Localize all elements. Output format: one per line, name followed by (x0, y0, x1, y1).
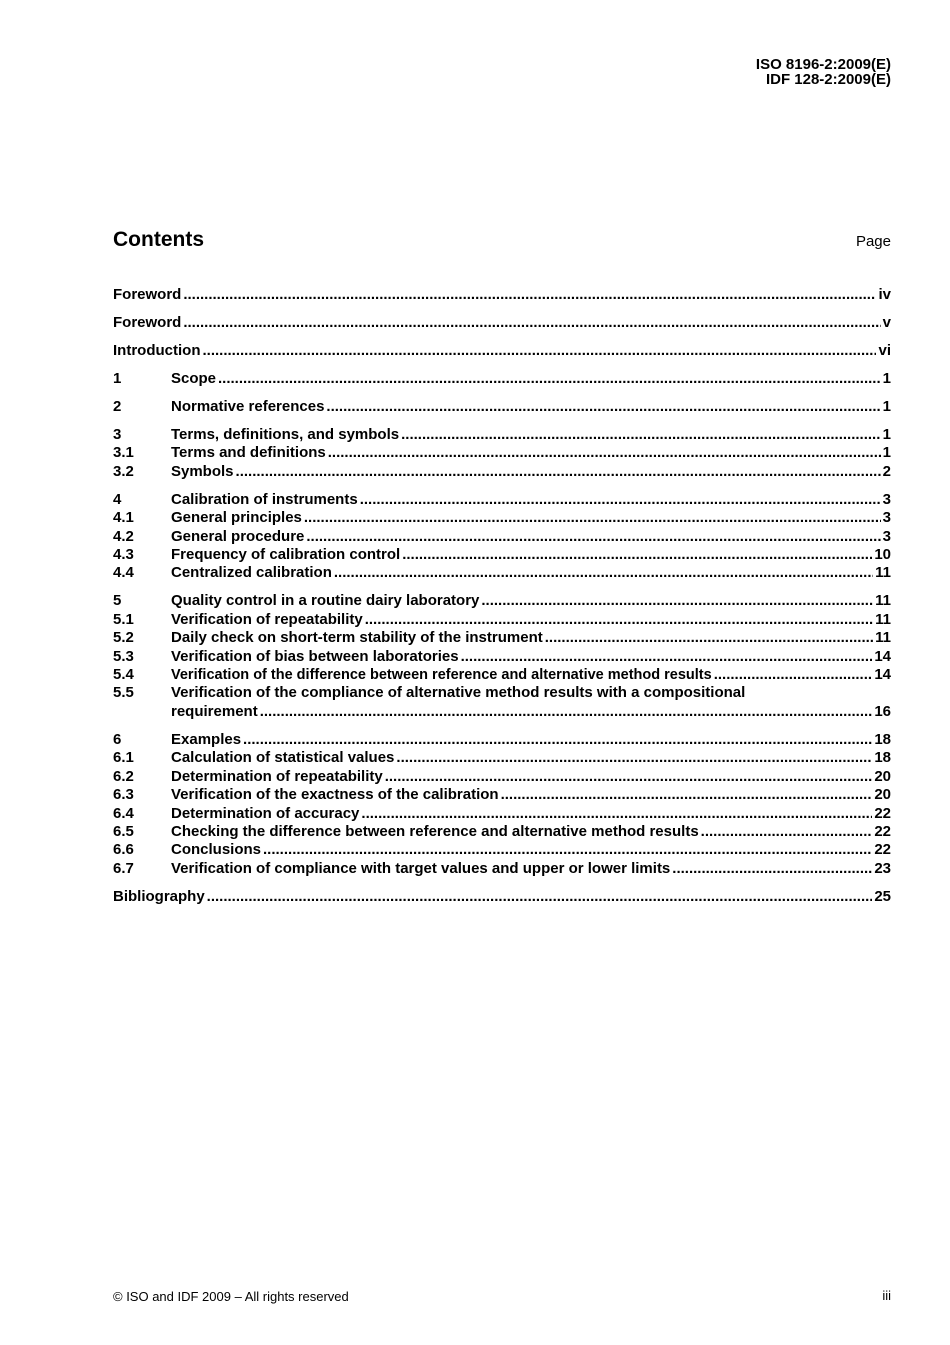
leader-dots (263, 841, 872, 859)
toc-entry-title: General procedure (171, 527, 305, 545)
toc-entry-title: Introduction (113, 342, 201, 359)
contents-heading: Contents (113, 228, 204, 251)
toc-entry-5-3[interactable] (113, 648, 891, 666)
toc-entry-number: 6.5 (113, 822, 134, 840)
toc-entry-page: 20 (874, 786, 891, 804)
toc-entry-1[interactable] (113, 370, 891, 388)
toc-entry-number: 5.1 (113, 610, 134, 628)
leader-dots (365, 611, 873, 629)
toc-entry-number: 2 (113, 398, 122, 415)
toc-entry-title: General principles (171, 509, 302, 527)
toc-entry-5-1[interactable] (113, 611, 891, 629)
page-column-label: Page (855, 233, 891, 250)
toc-entry-page: vi (878, 342, 891, 359)
toc-entry-title: Normative references (171, 398, 325, 415)
toc-entry-page: iv (878, 286, 891, 303)
toc-entry-6-7[interactable] (113, 860, 891, 878)
toc-entry-page: 3 (882, 527, 891, 545)
toc-entry-title: Examples (171, 730, 242, 748)
toc-entry-4-1[interactable] (113, 509, 891, 527)
toc-entry-page: 25 (874, 887, 891, 905)
toc-entry-page: 10 (874, 546, 891, 564)
leader-dots (385, 768, 873, 786)
toc-entry-5-2[interactable] (113, 629, 891, 647)
toc-entry-number: 3.2 (113, 462, 134, 480)
toc-entry-5-5[interactable] (113, 684, 891, 721)
toc-entry-title: Terms and definitions (171, 444, 326, 462)
toc-entry-number: 5.2 (113, 629, 134, 647)
toc-entry-page: 23 (874, 859, 891, 877)
toc-entry-6-1[interactable] (113, 749, 891, 767)
toc-entry-4[interactable] (113, 491, 891, 509)
toc-entry-number: 5.3 (113, 647, 134, 665)
toc-entry-page: 1 (882, 444, 891, 462)
toc-entry-4-4[interactable] (113, 564, 891, 582)
toc-entry-page: 1 (882, 370, 891, 387)
toc-entry-title: Verification of the exactness of the calibration (171, 786, 499, 804)
toc-entry-title: Determination of repeatability (171, 767, 383, 785)
page-number: iii (882, 1288, 891, 1303)
toc-entry-page: 22 (874, 822, 891, 840)
idf-doc-id: IDF 128-2:2009(E) (765, 71, 891, 88)
toc-entry-title: Foreword (113, 286, 182, 303)
leader-dots (328, 444, 881, 462)
toc-entry-6[interactable] (113, 731, 891, 749)
toc-entry-number: 6.6 (113, 841, 134, 859)
leader-dots (672, 860, 872, 878)
toc-entry-number: 5 (113, 592, 122, 610)
table-of-contents (113, 286, 891, 906)
toc-entry-number: 4.3 (113, 546, 134, 564)
leader-dots (396, 749, 872, 767)
leader-dots (360, 491, 881, 509)
toc-entry-foreword-v[interactable] (113, 314, 891, 332)
toc-entry-number: 3.1 (113, 444, 134, 462)
leader-dots (326, 398, 880, 416)
toc-entry-number: 4.2 (113, 527, 134, 545)
toc-entry-title: Bibliography (113, 887, 205, 905)
leader-dots (183, 286, 876, 304)
toc-entry-6-2[interactable] (113, 768, 891, 786)
leader-dots (701, 823, 873, 841)
toc-entry-page: 22 (874, 841, 891, 859)
toc-entry-title: Frequency of calibration control (171, 546, 401, 564)
toc-entry-page: 11 (875, 610, 891, 628)
leader-dots (481, 592, 873, 610)
toc-entry-title: Scope (171, 370, 217, 387)
toc-entry-2[interactable] (113, 398, 891, 416)
toc-entry-page: 3 (882, 509, 891, 527)
toc-entry-page: 22 (874, 804, 891, 822)
leader-dots (304, 509, 881, 527)
leader-dots (402, 546, 872, 564)
leader-dots (501, 786, 873, 804)
toc-entry-title: Foreword (113, 314, 182, 331)
leader-dots (461, 648, 873, 666)
toc-entry-page: 11 (875, 592, 891, 610)
toc-entry-3-2[interactable] (113, 463, 891, 481)
toc-entry-number: 6.4 (113, 804, 134, 822)
toc-entry-6-5[interactable] (113, 823, 891, 841)
toc-entry-page: 11 (875, 564, 891, 582)
leader-dots (361, 805, 872, 823)
toc-entry-5-4[interactable] (113, 666, 891, 684)
toc-entry-5[interactable] (113, 592, 891, 610)
toc-entry-page: 16 (874, 702, 891, 720)
toc-entry-title: Verification of the difference between reference and alternative method results (171, 667, 712, 684)
toc-entry-page: 20 (874, 767, 891, 785)
toc-entry-number: 5.5 (113, 684, 134, 702)
iso-doc-id: ISO 8196-2:2009(E) (755, 56, 891, 73)
toc-entry-page: 11 (875, 629, 891, 647)
toc-entry-title: Calibration of instruments (171, 490, 358, 508)
toc-entry-number: 6.2 (113, 767, 134, 785)
leader-dots (401, 426, 881, 444)
leader-dots (714, 666, 873, 684)
toc-entry-title: Conclusions (171, 841, 262, 859)
toc-entry-bibliography[interactable] (113, 888, 891, 906)
toc-entry-page: v (882, 314, 891, 331)
toc-entry-title: Determination of accuracy (171, 804, 360, 822)
toc-entry-number: 6.3 (113, 786, 134, 804)
toc-entry-page: 18 (874, 730, 891, 748)
toc-entry-number: 6 (113, 730, 122, 748)
toc-entry-title: Calculation of statistical values (171, 749, 395, 767)
toc-entry-title: Verification of compliance with target values and upper or lower limits (171, 859, 671, 877)
toc-entry-title: Verification of repeatability (171, 610, 363, 628)
toc-entry-number: 4.1 (113, 509, 134, 527)
copyright-notice: © ISO and IDF 2009 – All rights reserved (113, 1289, 349, 1304)
toc-entry-page: 14 (874, 666, 891, 684)
toc-entry-title-line1: Verification of the compliance of alternative method results with a compositional (171, 684, 746, 702)
toc-entry-title: Symbols (171, 462, 234, 480)
toc-entry-title: Terms, definitions, and symbols (171, 426, 400, 443)
document-identifier (756, 57, 891, 87)
toc-entry-number: 1 (113, 370, 122, 387)
toc-entry-3[interactable] (113, 426, 891, 444)
leader-dots (306, 528, 880, 546)
toc-entry-title: Daily check on short-term stability of the instrument (171, 629, 543, 647)
toc-entry-page: 3 (882, 490, 891, 508)
toc-entry-6-4[interactable] (113, 805, 891, 823)
toc-entry-title: Quality control in a routine dairy laboratory (171, 592, 480, 610)
toc-entry-number: 6.1 (113, 749, 134, 767)
toc-entry-6-3[interactable] (113, 786, 891, 804)
toc-entry-introduction[interactable] (113, 342, 891, 360)
toc-entry-page: 18 (874, 749, 891, 767)
toc-entry-page: 14 (874, 647, 891, 665)
toc-entry-3-1[interactable] (113, 444, 891, 462)
leader-dots (207, 888, 873, 906)
leader-dots (236, 463, 881, 481)
toc-entry-number: 3 (113, 426, 122, 443)
leader-dots (218, 370, 881, 388)
toc-entry-number: 4.4 (113, 564, 134, 582)
toc-entry-title: requirement (171, 702, 258, 720)
toc-entry-page: 1 (882, 398, 891, 415)
leader-dots (545, 629, 873, 647)
toc-entry-title: Verification of bias between laboratories (171, 647, 459, 665)
toc-entry-page: 1 (882, 426, 891, 443)
leader-dots (243, 731, 872, 749)
toc-entry-title: Centralized calibration (171, 564, 332, 582)
toc-entry-foreword-iv[interactable] (113, 286, 891, 304)
leader-dots (183, 314, 880, 332)
toc-entry-title: Checking the difference between reference and alternative method results (171, 822, 699, 840)
toc-entry-number: 5.4 (113, 666, 134, 684)
leader-dots (260, 703, 873, 721)
toc-entry-6-6[interactable] (113, 841, 891, 859)
toc-entry-4-2[interactable] (113, 528, 891, 546)
toc-entry-4-3[interactable] (113, 546, 891, 564)
toc-entry-number: 6.7 (113, 859, 134, 877)
leader-dots (334, 564, 873, 582)
toc-entry-page: 2 (882, 462, 891, 480)
toc-entry-number: 4 (113, 490, 122, 508)
leader-dots (202, 342, 876, 360)
